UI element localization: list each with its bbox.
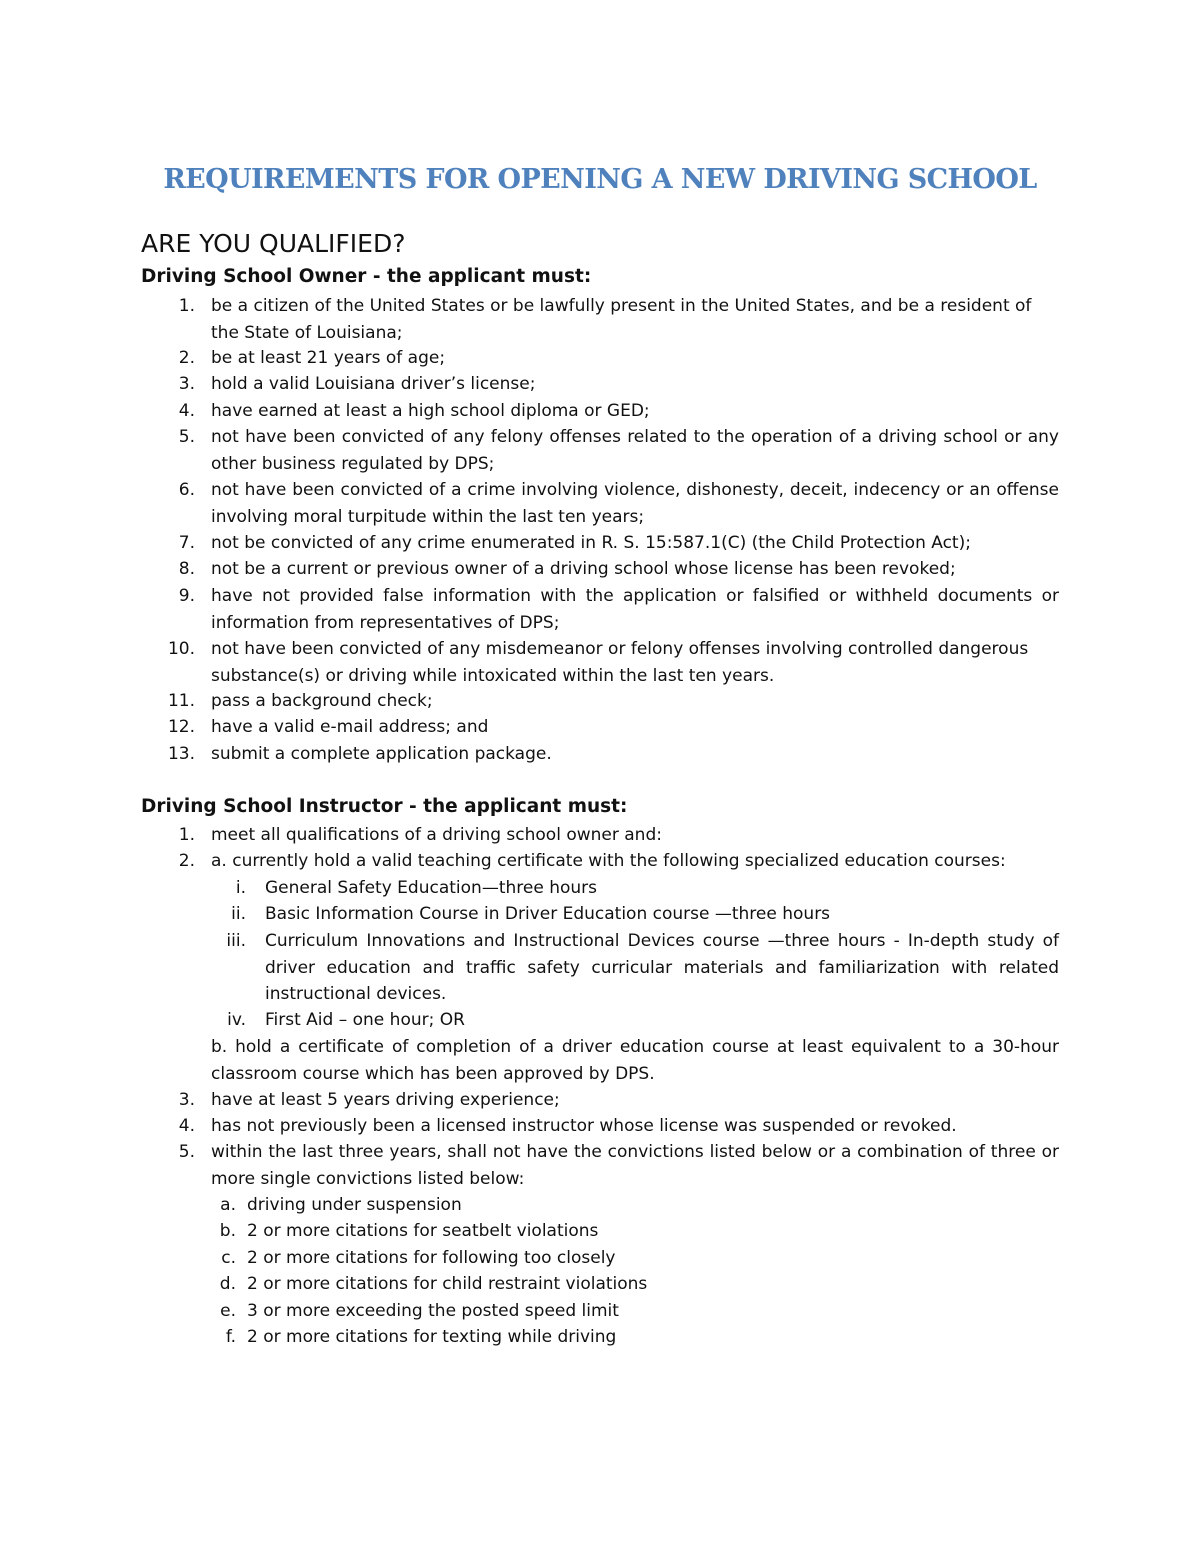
- item-text: 2 or more citations for following too closely: [247, 1248, 616, 1268]
- item-text: be at least 21 years of age;: [211, 348, 446, 368]
- item-number: 10.: [167, 639, 195, 659]
- item-number: 6.: [178, 480, 195, 500]
- item-number: 9.: [178, 586, 195, 606]
- item-number: i.: [235, 878, 246, 898]
- item-text: driving under suspension: [247, 1195, 462, 1215]
- item-text: a. currently hold a valid teaching certificate with the following specialized education courses:: [211, 851, 1006, 871]
- item-number: d.: [219, 1274, 236, 1294]
- item-number: 1.: [178, 825, 195, 845]
- item-text: meet all qualifications of a driving school owner and:: [211, 825, 662, 845]
- item-text: General Safety Education—three hours: [265, 878, 597, 898]
- item-text: not have been convicted of a crime involving violence, dishonesty, deceit, indecency or an offense involving moral turpitude within the last ten years;: [211, 480, 1059, 527]
- item-text: not have been convicted of any felony offenses related to the operation of a driving school or any other business regulated by DPS;: [211, 427, 1059, 474]
- item-number: 4.: [178, 1116, 195, 1136]
- item-number: 7.: [178, 533, 195, 553]
- item-text: pass a background check;: [211, 691, 433, 711]
- item-text: have a valid e-mail address; and: [211, 717, 489, 737]
- qualification-heading: ARE YOU QUALIFIED?: [141, 229, 406, 258]
- item-text: b. hold a certificate of completion of a driver education course at least equivalent to a 30-hour classroom course which has been approved by DPS.: [211, 1037, 1059, 1084]
- item-number: 13.: [167, 744, 195, 764]
- item-number: 2.: [178, 851, 195, 871]
- item-text: 2 or more citations for texting while driving: [247, 1327, 617, 1347]
- item-number: 3.: [178, 374, 195, 394]
- item-text: 2 or more citations for child restraint violations: [247, 1274, 648, 1294]
- item-number: e.: [220, 1301, 236, 1321]
- item-text: submit a complete application package.: [211, 744, 552, 764]
- item-text: First Aid – one hour; OR: [265, 1010, 465, 1030]
- item-text: not be convicted of any crime enumerated in R. S. 15:587.1(C) (the Child Protection Act);: [211, 533, 971, 553]
- item-number: a.: [220, 1195, 236, 1215]
- item-number: f.: [225, 1327, 236, 1347]
- item-text: within the last three years, shall not have the convictions listed below or a combination of three or more single convictions listed below:: [211, 1142, 1059, 1189]
- item-number: 12.: [167, 717, 195, 737]
- item-text: not be a current or previous owner of a driving school whose license has been revoked;: [211, 559, 956, 579]
- item-number: 4.: [178, 401, 195, 421]
- item-text: Curriculum Innovations and Instructional Devices course —three hours - In-depth study of driver education and traffic safety curricular materials and familiarization with related instructional devices.: [265, 931, 1059, 1004]
- item-text: 3 or more exceeding the posted speed limit: [247, 1301, 619, 1321]
- item-number: 3.: [178, 1090, 195, 1110]
- item-text: has not previously been a licensed instructor whose license was suspended or revoked.: [211, 1116, 957, 1136]
- item-number: 2.: [178, 348, 195, 368]
- item-number: 5.: [178, 1142, 195, 1162]
- item-number: 5.: [178, 427, 195, 447]
- item-number: ii.: [231, 904, 246, 924]
- item-text: have not provided false information with the application or falsified or withheld documents or information from representatives of DPS;: [211, 586, 1059, 633]
- item-number: iv.: [227, 1010, 246, 1030]
- item-text: 2 or more citations for seatbelt violations: [247, 1221, 599, 1241]
- item-text: have earned at least a high school diploma or GED;: [211, 401, 650, 421]
- item-number: 1.: [178, 296, 195, 316]
- item-number: 11.: [167, 691, 195, 711]
- owner-heading: Driving School Owner - the applicant must:: [141, 266, 592, 287]
- item-number: 8.: [178, 559, 195, 579]
- item-text: hold a valid Louisiana driver’s license;: [211, 374, 536, 394]
- item-number: b.: [219, 1221, 236, 1241]
- document-title: REQUIREMENTS FOR OPENING A NEW DRIVING SCHOOL: [163, 164, 1037, 195]
- item-text: not have been convicted of any misdemeanor or felony offenses involving controlled dangerous substance(s) or driving while intoxicated within the last ten years.: [211, 639, 1029, 686]
- item-text: Basic Information Course in Driver Education course —three hours: [265, 904, 831, 924]
- item-text: have at least 5 years driving experience;: [211, 1090, 560, 1110]
- item-text: be a citizen of the United States or be lawfully present in the United States, and be a resident of the State of Louisiana;: [211, 296, 1032, 343]
- instructor-heading: Driving School Instructor - the applicant must:: [141, 796, 628, 817]
- item-number: iii.: [226, 931, 246, 951]
- item-number: c.: [221, 1248, 236, 1268]
